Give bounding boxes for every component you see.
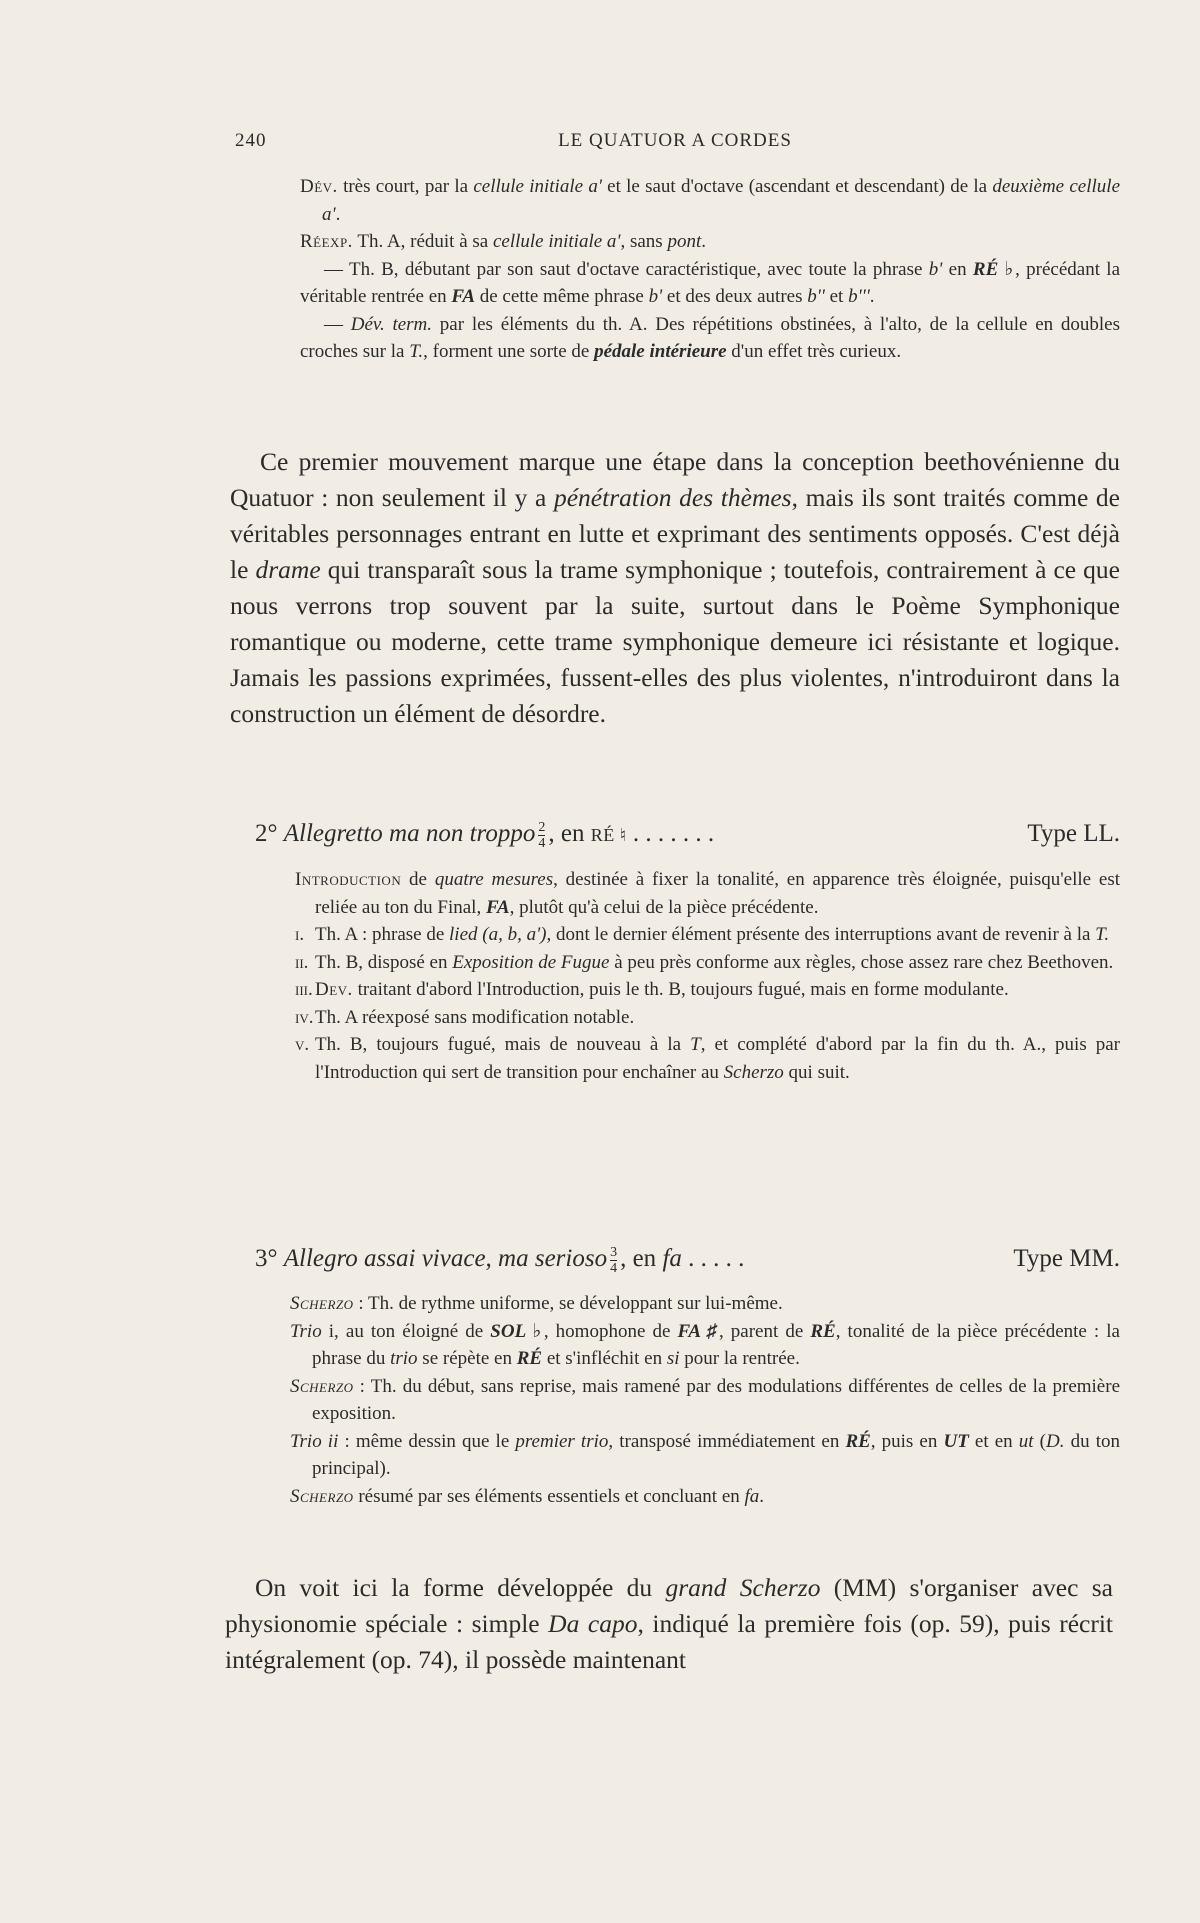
- movement-3-heading: 3° Allegro assai vivace, ma serioso $\frac{3}{4}$ , en fa . . . . . Type MM.: [255, 1245, 1120, 1276]
- body-paragraph-1: Ce premier mouvement marque une étape dans la conception beethovénienne du Quatuor : non seulement il y a pénétration des thèmes, mais ils sont traités comme de véritables personnages entrant en lutte et exprimant des sentiments opposés. C'est déjà le drame qui transparaît sous la trame symphonique ; toutefois, contrairement à ce que nous verrons trop souvent par la suite, surtout dans le Poème Symphonique romantique ou moderne, cette trame symphonique demeure ici résistante et logique. Jamais les passions exprimées, fussent-elles des plus violentes, n'introduiront dans la construction un élément de désordre.: [230, 447, 1120, 728]
- list-item: iii. Dev. traitant d'abord l'Introduction, puis le th. B, toujours fugué, mais en forme modulante.: [295, 979, 1009, 1000]
- list-item: Scherzo : Th. du début, sans reprise, mais ramené par des modulations différentes de celles de la première exposition.: [290, 1375, 1120, 1424]
- movement-type: Type MM.: [1013, 1245, 1120, 1272]
- list-item: ii. Th. B, disposé en Exposition de Fugue à peu près conforme aux règles, chose assez rare chez Beethoven.: [295, 951, 1114, 973]
- list-item: iv. Th. A réexposé sans modification notable.: [295, 1006, 635, 1028]
- list-item: i. Th. A : phrase de lied (a, b, a'), dont le dernier élément présente des interruptions avant de revenir à la T.: [295, 924, 1110, 945]
- list-item: Trio ii : même dessin que le premier trio, transposé immédiatement en RÉ, puis en UT et en ut (D. du ton principal).: [290, 1430, 1120, 1479]
- movement-type: Type LL.: [1027, 820, 1120, 847]
- list-item: Scherzo : Th. de rythme uniforme, se développant sur lui-même.: [290, 1293, 783, 1314]
- intro-item: Introduction de quatre mesures, destinée à fixer la tonalité, en apparence très éloignée, puisqu'elle est reliée au ton du Final, FA, plutôt qu'à celui de la pièce précédente.: [295, 869, 1121, 918]
- list-item: Scherzo résumé par ses éléments essentiels et concluant en fa.: [290, 1485, 765, 1507]
- list-item: v. Th. B, toujours fugué, mais de nouveau à la T, et complété d'abord par la fin du th. A., puis par l'Introduction qui sert de transition pour enchaîner au Scherzo qui suit.: [295, 1034, 1120, 1083]
- note-dev-term: — Dév. term. par les éléments du th. A. Des répétitions obstinées, à l'alto, de la cellule en doubles croches sur la T., forment une sorte de pédale intérieure d'un effet très curieux.: [300, 313, 1120, 362]
- running-header: [235, 130, 1115, 160]
- development-notes: [300, 173, 1120, 366]
- page-number: 240: [235, 130, 267, 151]
- running-title: LE QUATUOR A CORDES: [558, 130, 792, 151]
- time-signature: $\frac{3}{4}$: [610, 1245, 618, 1276]
- time-signature: $\frac{2}{4}$: [538, 820, 546, 851]
- note-theme-b: — Th. B, débutant par son saut d'octave caractéristique, avec toute la phrase b' en RÉ ♭, précédant la véritable rentrée en FA de cette même phrase b' et des deux autres b'' et b'''.: [300, 258, 1120, 307]
- note-reexp: Réexp. Th. A, réduit à sa cellule initiale a', sans pont.: [300, 231, 706, 252]
- body-paragraph-2: On voit ici la forme développée du grand Scherzo (MM) s'organiser avec sa physionomie spéciale : simple Da capo, indiqué la première fois (op. 59), puis récrit intégralement (op. 74), il possède maintenant: [225, 1573, 1114, 1674]
- movement-2-structure: [295, 866, 1120, 1086]
- movement-2-heading: 2° Allegretto ma non troppo $\frac{2}{4}$ , en RÉ ♮ . . . . . . . Type LL.: [255, 820, 1120, 851]
- movement-3-structure: [290, 1290, 1120, 1510]
- note-dev: Dév. très court, par la cellule initiale a' et le saut d'octave (ascendant et descendant) de la deuxième cellule a'.: [300, 176, 1121, 225]
- list-item: Trio i, au ton éloigné de SOL ♭, homophone de FA ♯, parent de RÉ, tonalité de la pièce précédente : la phrase du trio se répète en RÉ et s'infléchit en si pour la rentrée.: [290, 1320, 1120, 1369]
